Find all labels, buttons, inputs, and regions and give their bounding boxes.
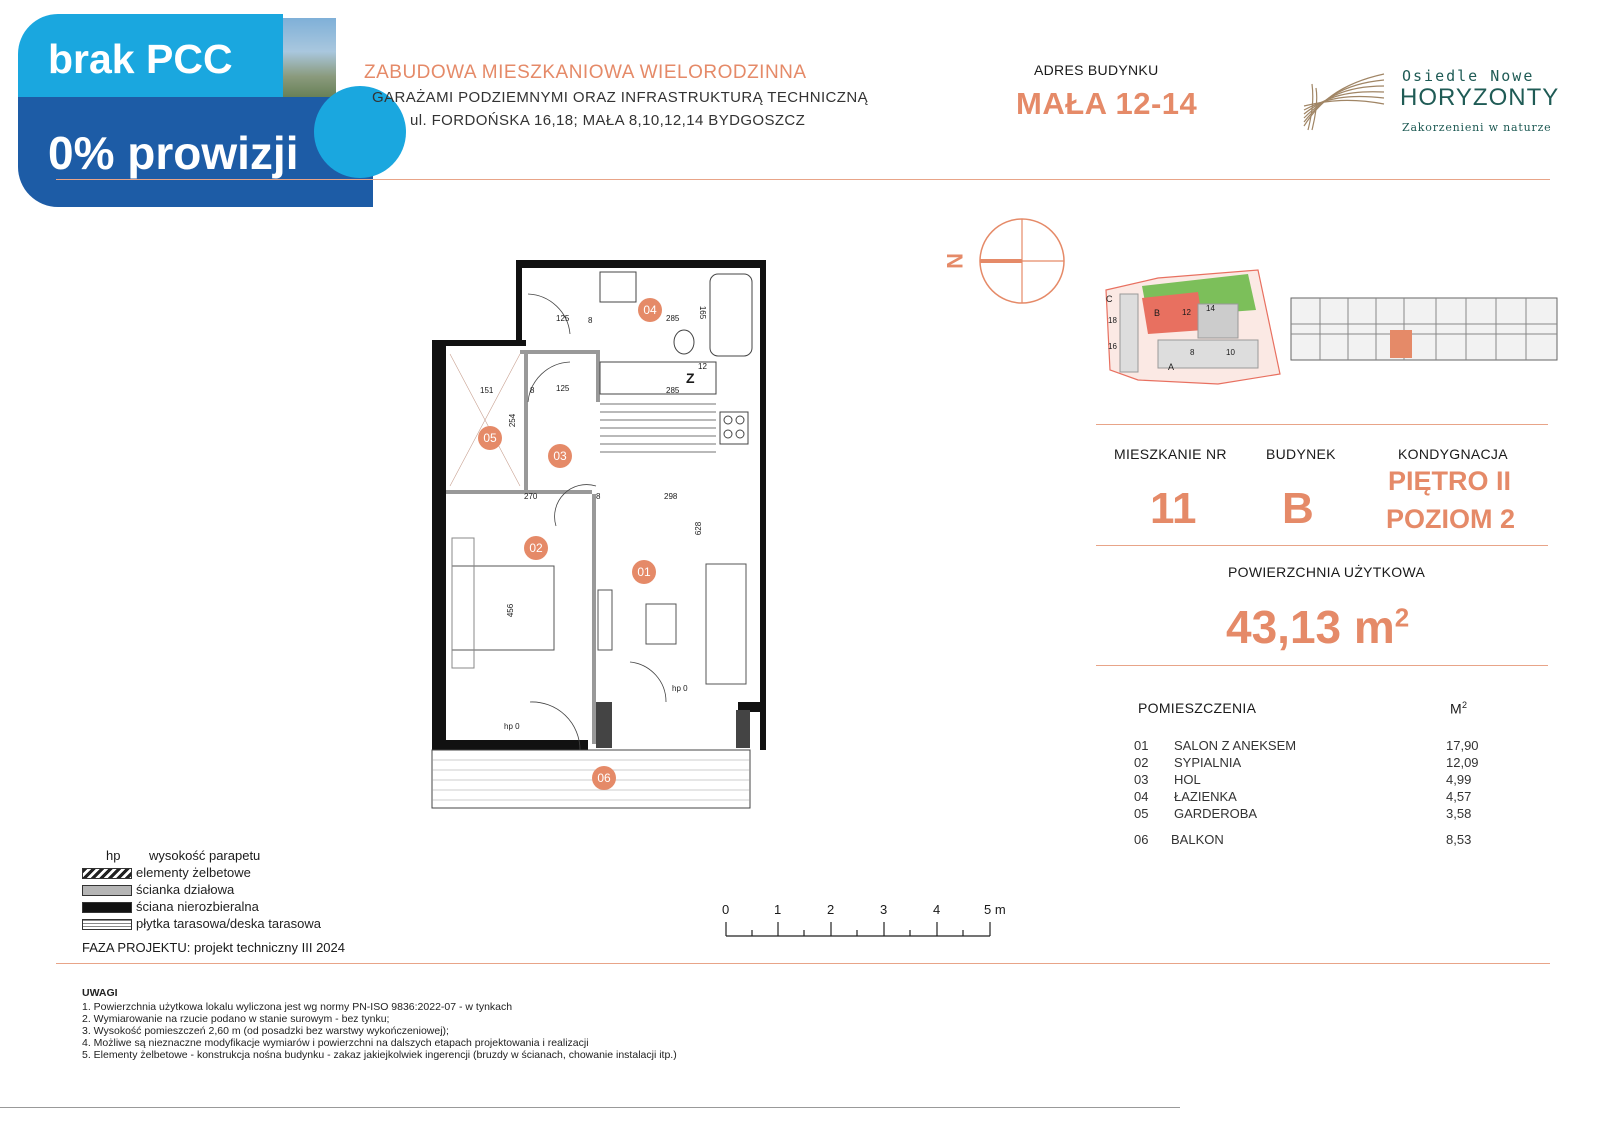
promo-no-pcc: brak PCC: [48, 36, 233, 82]
floor-key-plan-drawing: [1290, 292, 1558, 366]
plan-z-label: Z: [686, 370, 695, 386]
dim-254: 254: [508, 413, 518, 428]
dim-8-mid: 8: [530, 386, 535, 395]
site-label-c: C: [1106, 294, 1113, 304]
scale-3: 3: [880, 902, 888, 917]
room-no-02: 02: [1134, 755, 1149, 770]
dim-125-top: 125: [556, 314, 570, 323]
note-1: 1. Powierzchnia użytkowa lokalu wyliczona jest wg normy PN-ISO 9836:2022-07 - w tynkach: [82, 1001, 513, 1013]
scale-1: 1: [774, 902, 782, 917]
legend-partition: ścianka działowa: [136, 882, 235, 897]
room-name-01: SALON Z ANEKSEM: [1174, 738, 1297, 753]
dim-165: 165: [698, 305, 708, 320]
room-name-04: ŁAZIENKA: [1174, 789, 1237, 804]
room-name-02: SYPIALNIA: [1174, 755, 1242, 770]
logo-line1: Osiedle Nowe: [1402, 67, 1535, 85]
site-label-a: A: [1168, 362, 1175, 372]
room-name-05: GARDEROBA: [1174, 806, 1258, 821]
room-area-01: 17,90: [1446, 738, 1479, 753]
logo-tagline: Zakorzenieni w naturze: [1402, 121, 1552, 134]
room-no-03: 03: [1134, 772, 1149, 787]
room-no-06: 06: [1134, 832, 1149, 847]
promo-photo: [280, 18, 336, 102]
notes-title: UWAGI: [82, 987, 118, 999]
site-label-16: 16: [1108, 342, 1117, 351]
dim-8-lower: 8: [596, 492, 601, 501]
scale-5m: 5 m: [984, 902, 1006, 917]
legend-swatch-loadbearing: [82, 902, 132, 913]
site-label-b: B: [1154, 308, 1161, 318]
rooms-unit-sup: 2: [1461, 700, 1468, 710]
building-value: B: [1282, 484, 1314, 533]
project-phase: FAZA PROJEKTU: projekt techniczny III 2024: [82, 940, 345, 955]
apartment-number: 11: [1150, 484, 1197, 533]
legend-swatch-partition: [82, 885, 132, 896]
compass-north: N: [941, 253, 967, 269]
floor-plan-drawing: [420, 254, 790, 820]
site-label-8: 8: [1190, 348, 1195, 357]
room-name-03: HOL: [1174, 772, 1201, 787]
site-plan: [1098, 264, 1288, 396]
dim-hp-bedroom: hp 0: [504, 722, 520, 731]
apartment-label: MIESZKANIE NR: [1114, 446, 1227, 462]
floor-value-1: PIĘTRO II: [1388, 466, 1512, 496]
rooms-unit: M: [1450, 700, 1462, 717]
note-2: 2. Wymiarowanie na rzucie podano w stanie surowym - bez tynku;: [82, 1013, 390, 1025]
dim-8-top: 8: [588, 316, 593, 325]
dim-298: 298: [664, 492, 678, 501]
site-plan-drawing: [1098, 264, 1288, 396]
site-label-18: 18: [1108, 316, 1117, 325]
room-marker-05: 05: [478, 426, 502, 450]
site-label-12: 12: [1182, 308, 1191, 317]
note-3: 3. Wysokość pomieszczeń 2,60 m (od posadzki bez warstwy wykończeniowej);: [82, 1025, 449, 1037]
building-label: BUDYNEK: [1266, 446, 1336, 462]
dim-hp-living: hp 0: [672, 684, 688, 693]
scale-0: 0: [722, 902, 730, 917]
room-marker-04: 04: [638, 298, 662, 322]
promo-zero-commission: 0% prowizji: [48, 127, 299, 179]
room-marker-02: 02: [524, 536, 548, 560]
project-address: ul. FORDOŃSKA 16,18; MAŁA 8,10,12,14 BYDGOSZCZ: [410, 112, 806, 129]
info-divider-1: [1096, 424, 1548, 425]
address-value: MAŁA 12-14: [1016, 86, 1198, 121]
site-label-10: 10: [1226, 348, 1235, 357]
room-area-02: 12,09: [1446, 755, 1479, 770]
promo-badge: [18, 14, 413, 214]
logo-mark: [1298, 64, 1390, 134]
legend-hp-abbr: hp: [106, 848, 121, 863]
project-title: ZABUDOWA MIESZKANIOWA WIELORODZINNA: [364, 62, 807, 83]
rooms-header: POMIESZCZENIA: [1138, 700, 1257, 716]
dim-12: 12: [698, 362, 707, 371]
dim-285-top: 285: [666, 314, 680, 323]
room-no-05: 05: [1134, 806, 1149, 821]
scale-4: 4: [933, 902, 941, 917]
bottom-border: [0, 1107, 1180, 1108]
area-sup: 2: [1394, 602, 1410, 633]
room-area-06: 8,53: [1446, 832, 1472, 847]
floor-value-2: POZIOM 2: [1386, 504, 1516, 534]
info-divider-2: [1096, 545, 1548, 546]
info-divider-3: [1096, 665, 1548, 666]
room-area-03: 4,99: [1446, 772, 1472, 787]
note-4: 4. Możliwe są nieznaczne modyfikacje wymiarów i powierzchni na dalszych etapach projektowania i realizacji: [82, 1037, 589, 1049]
room-no-01: 01: [1134, 738, 1149, 753]
room-no-04: 04: [1134, 789, 1149, 804]
logo-line2: HORYZONTY: [1400, 84, 1560, 111]
legend-terrace: płytka tarasowa/deska tarasowa: [136, 916, 321, 931]
area-number: 43,13 m: [1226, 601, 1395, 653]
area-value: [1226, 600, 1409, 654]
footer-divider: [56, 963, 1550, 964]
compass: [941, 214, 1068, 308]
scale-bar-drawing: [724, 902, 1024, 942]
dim-270: 270: [524, 492, 538, 501]
scale-bar: [724, 902, 1024, 942]
dim-628: 628: [694, 521, 704, 536]
note-5: 5. Elementy żelbetowe - konstrukcja nośna budynku - zakaz jakiejkolwiek ingerencji (bruzdy w ścianach, chowanie instalacji itp.): [82, 1049, 677, 1061]
legend-concrete: elementy żelbetowe: [136, 865, 251, 880]
site-label-14: 14: [1206, 304, 1215, 313]
room-marker-06: 06: [592, 766, 616, 790]
logo-mark-icon: [1298, 64, 1390, 134]
floor-label: KONDYGNACJA: [1398, 446, 1508, 462]
legend-swatch-terrace: [82, 919, 132, 930]
floor-key-plan: [1290, 292, 1558, 366]
project-subtitle: GARAŻAMI PODZIEMNYMI ORAZ INFRASTRUKTURĄ TECHNICZNĄ: [372, 89, 868, 106]
room-marker-01: 01: [632, 560, 656, 584]
legend-loadbearing: ściana nierozbieralna: [136, 899, 259, 914]
legend-swatch-concrete: [82, 868, 132, 879]
scale-2: 2: [827, 902, 835, 917]
rooms-unit-header: [1450, 700, 1467, 717]
address-label: ADRES BUDYNKU: [1034, 62, 1159, 78]
room-marker-03: 03: [548, 444, 572, 468]
dim-125-mid: 125: [556, 384, 570, 393]
room-area-05: 3,58: [1446, 806, 1472, 821]
floor-plan: [420, 254, 790, 820]
area-label: POWIERZCHNIA UŻYTKOWA: [1228, 564, 1426, 580]
dim-285-mid: 285: [666, 386, 680, 395]
room-area-04: 4,57: [1446, 789, 1472, 804]
dim-151: 151: [480, 386, 494, 395]
room-name-06: BALKON: [1171, 832, 1224, 847]
dim-456: 456: [506, 603, 516, 618]
header-divider: [56, 179, 1550, 180]
legend-hp-desc: wysokość parapetu: [149, 848, 261, 863]
